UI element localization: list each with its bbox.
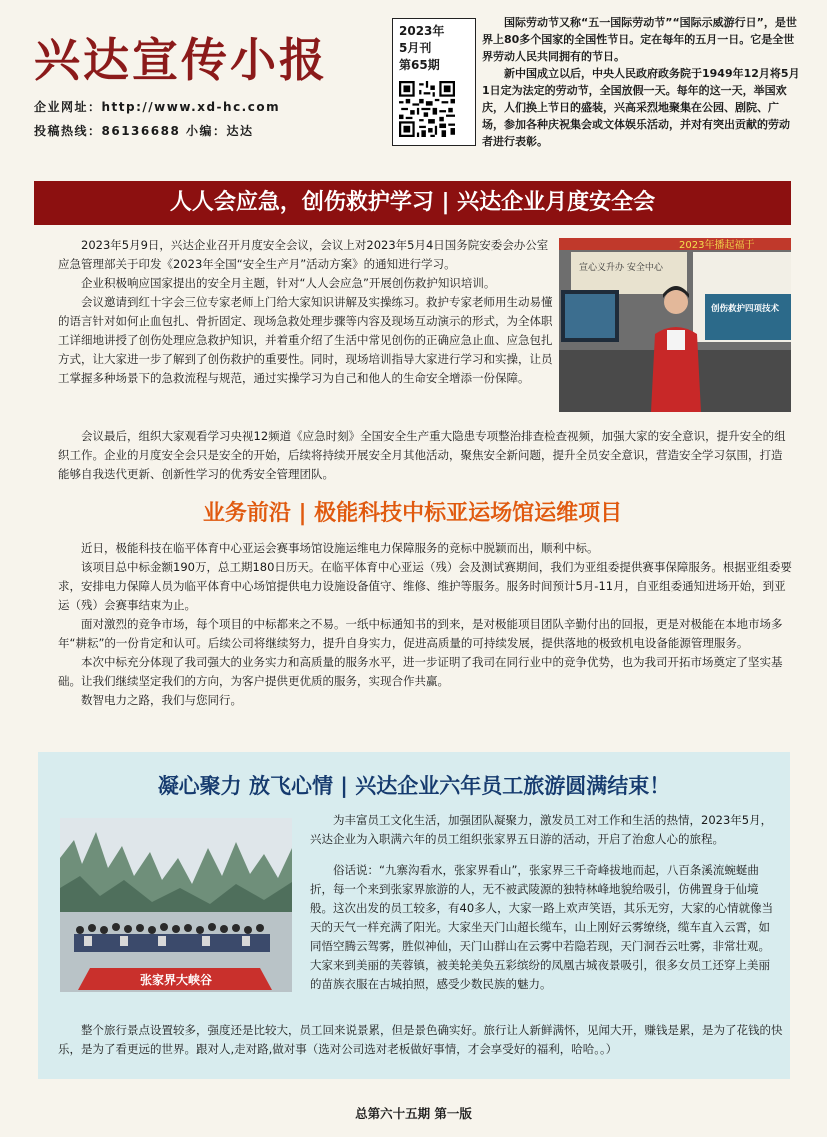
section3-paragraph: 整个旅行景点设置较多，强度还是比较大，员工回来说景累，但是景色确实好。旅行让人新鲜满怀，见闻大开，赚钱是累，是为了花钱的快乐，是为了看更远的世界。跟对人,走对路,做对事（选对公司选对老板做好事情，才会享受好的福利，哈哈。。） [58, 1023, 783, 1056]
issue-number: 第65期 [399, 58, 440, 72]
qr-code-icon [399, 81, 455, 137]
section2-paragraph: 面对激烈的竞争市场，每个项目的中标都来之不易。一纸中标通知书的到来，是对极能项目团队辛勤付出的回报，更是对极能在本地市场多年“耕耘”的一份肯定和认可。后续公司将继续努力，提升自身实力，促进高质量的可持续发展，提供落地的极致机电设备能源管理服务。 [58, 617, 783, 650]
section2-paragraph: 数智电力之路，我们与您同行。 [81, 693, 242, 707]
section3-body-right [310, 811, 776, 994]
section3-title: 凝心聚力 放飞心情 | 兴达企业六年员工旅游圆满结束！ [157, 774, 671, 798]
intro-text [482, 14, 800, 150]
section1-title: 人人会应急，创伤救护学习 | 兴达企业月度安全会 [34, 181, 791, 225]
section1-paragraph: 企业积极响应国家提出的安全月主题，针对“人人会应急”开展创伤救护知识培训。 [81, 276, 496, 290]
zhangjiajie-group-photo [60, 818, 292, 992]
section2-body [58, 539, 793, 710]
section1-paragraph: 会议邀请到红十字会三位专家老师上门给大家知识讲解及实操练习。救护专家老师用生动易懂的语言针对如何止血包扎、骨折固定、现场急救处理步骤等内容及现场互动演示的形式，为全体职工详细地讲授了创伤处理应急救护知识，并着重介绍了生活中常见创伤的正确应急止血、应急包扎方式，让大家进一步了解到了创伤救护的重要性。同时，现场培训指导大家进行学习和实操，让员工掌握多种场景下的急救流程与规范，通过实操学习为自己和他人的生命安全增添一份保障。 [58, 295, 553, 385]
section2-paragraph: 本次中标充分体现了我司强大的业务实力和高质量的服务水平，进一步证明了我司在同行业中的竞争优势，也为我司开拓市场奠定了坚实基础。让我们继续坚定我们的方向，为客户提供更优质的服务，实现合作共赢。 [58, 655, 783, 688]
section1-body-bottom [58, 427, 793, 484]
section3-paragraph: 为丰富员工文化生活，加强团队凝聚力，激发员工对工作和生活的热情，2023年5月，兴达企业为入职满六年的员工组织张家界五日游的活动，开启了治愈人心的旅程。 [310, 813, 773, 846]
photo-sign-text: 张家界大峡谷 [139, 973, 213, 987]
section1-body-top [58, 236, 553, 388]
intro-paragraph: 国际劳动节又称“五一国际劳动节”“国际示威游行日”，是世界上80多个国家的全国性节日。定在每年的五月一日。它是全世界劳动人民共同拥有的节日。 [482, 16, 797, 63]
section1-paragraph: 2023年5月9日，兴达企业召开月度安全会议，会议上对2023年5月4日国务院安委会办公室应急管理部关于印发《2023年全国“安全生产月”活动方案》的通知进行学习。 [58, 238, 549, 271]
section1-paragraph: 会议最后，组织大家观看学习央视12频道《应急时刻》全国安全生产重大隐患专项整治排查检查视频，加强大家的安全意识，提升安全的组织工作。企业的月度安全会只是安全的开始，后续将持续开展安全月其他活动，聚焦安全新问题，提升全员安全意识，营造安全学习氛围，打造能够自我迭代更新、创新性学习的优秀安全管理团队。 [58, 429, 786, 481]
masthead-title: 兴达宣传小报 [34, 33, 328, 87]
photo-banner-text: 2023年播起福于 [679, 240, 755, 251]
photo-board-text: 宣心义升办 安全中心 [579, 263, 663, 273]
section2-paragraph: 该项目总中标金额190万，总工期180日历天。在临平体育中心亚运（残）会及测试赛期间，我们为亚组委提供赛事保障服务。根据亚组委要求，安排电力保障人员为临平体育中心场馆提供电力设施设备值守、维修、维护等服务。服务时间预计5月-11月，自亚组委通知进场开始，到亚运（残）会赛事结束为止。 [58, 560, 792, 612]
issue-year: 2023年 [399, 24, 445, 38]
zhangjiajie-illustration [60, 818, 292, 992]
safety-training-illustration [559, 238, 791, 412]
section2-title: 业务前沿 | 极能科技中标亚运场馆运维项目 [202, 501, 623, 526]
website-line: 企业网址：http://www.xd-hc.com [34, 100, 281, 114]
safety-training-photo [559, 238, 791, 412]
issue-box [392, 18, 476, 146]
contact-line: 投稿热线：86136688 小编：达达 [34, 124, 254, 138]
section3-body-bottom [58, 1021, 786, 1059]
footer: 总第六十五期 第一版 [355, 1106, 472, 1121]
intro-paragraph: 新中国成立以后，中央人民政府政务院于1949年12月将5月1日定为法定的劳动节，全国放假一天。每年的这一天，举国欢庆，人们换上节日的盛装，兴高采烈地聚集在公园、剧院、广场，参加各种庆祝集会或文体娱乐活动，并对有突出贡献的劳动者进行表彰。 [482, 67, 800, 148]
section3-paragraph: 俗话说：“九寨沟看水，张家界看山”，张家界三千奇峰拔地而起，八百条溪流蜿蜒曲折，每一个来到张家界旅游的人，无不被武陵源的独特林峰地貌给吸引，仿佛置身于仙境般。这次出发的员工较多，有40多人，大家一路上欢声笑语，其乐无穷，大家的心情就像当天的天气一样充满了阳光。大家坐天门山超长缆车，山上刚好云雾缭绕，缆车直入云霄，如同悟空腾云驾雾，胜似神仙，天门山群山在云雾中若隐若现，天门洞吞云吐雾，非常壮观。大家来到美丽的芙蓉镇，被美轮美奂五彩缤纷的凤凰古城夜景吸引，很多女员工还穿上美丽的苗族衣服在古城拍照，感受少数民族的魅力。 [310, 863, 774, 991]
photo-slide-text: 创伤救护四项技术 [711, 304, 780, 314]
section2-paragraph: 近日，极能科技在临平体育中心亚运会赛事场馆设施运维电力保障服务的竞标中脱颖而出，顺利中标。 [81, 541, 599, 555]
issue-month: 5月刊 [399, 41, 432, 55]
